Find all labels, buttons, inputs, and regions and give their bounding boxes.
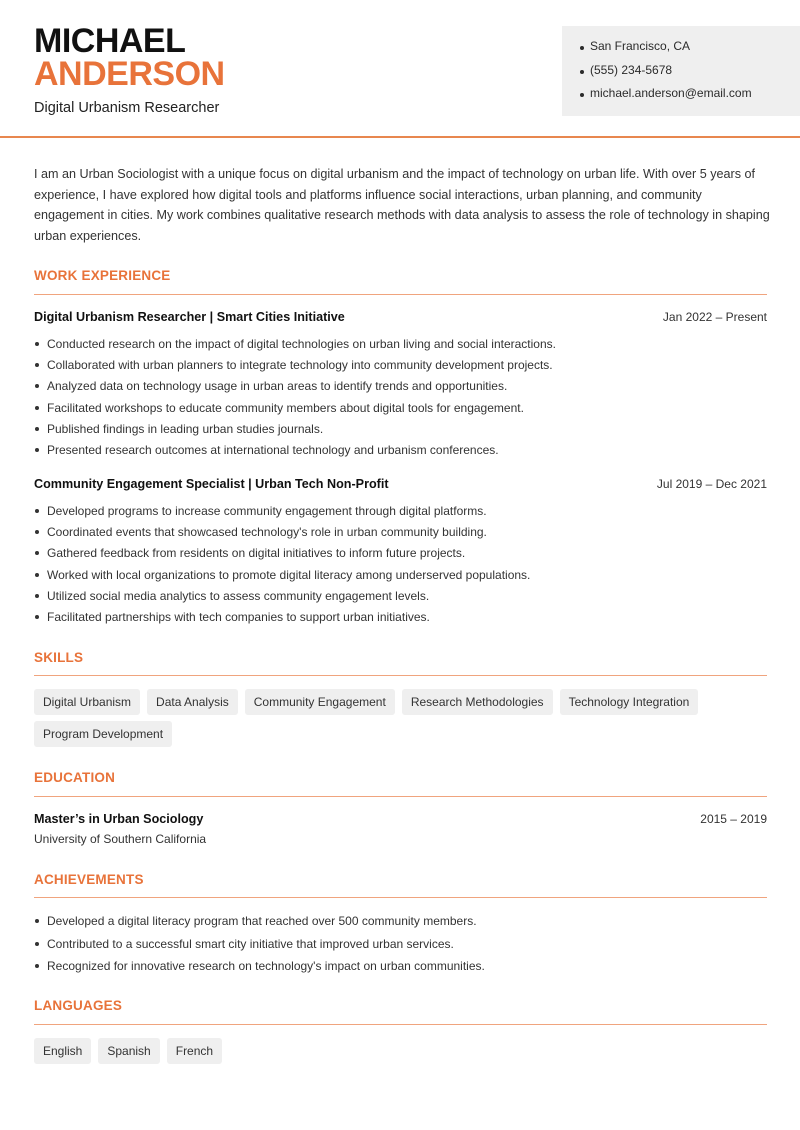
section-title-languages: LANGUAGES — [34, 998, 123, 1013]
list-item: Worked with local organizations to promote digital literacy among underserved populations. — [34, 567, 767, 588]
resume-header — [0, 0, 800, 138]
list-item: Utilized social media analytics to assess community engagement levels. — [34, 588, 767, 609]
job-bullets — [34, 336, 767, 463]
list-item: Gathered feedback from residents on digital initiatives to inform future projects. — [34, 545, 767, 566]
section-divider — [34, 796, 767, 797]
languages-list — [34, 1038, 767, 1070]
education-dates: 2015 – 2019 — [700, 812, 767, 826]
job-heading — [34, 310, 767, 324]
achievements-list — [34, 913, 767, 981]
education-degree: Master’s in Urban Sociology — [34, 812, 204, 826]
section-title-education: EDUCATION — [34, 770, 116, 785]
skill-chip: Research Methodologies — [402, 689, 553, 715]
contact-box — [562, 26, 800, 116]
section-divider — [34, 897, 767, 898]
section-divider — [34, 294, 767, 295]
contact-email: michael.anderson@email.com — [580, 86, 800, 110]
section-title-achievements: ACHIEVEMENTS — [34, 872, 144, 887]
contact-location: San Francisco, CA — [580, 39, 800, 63]
job-dates: Jul 2019 – Dec 2021 — [656, 477, 767, 491]
list-item: Recognized for innovative research on technology's impact on urban communities. — [34, 958, 767, 981]
section-divider — [34, 1024, 767, 1025]
section-divider — [34, 675, 767, 676]
first-name: MICHAEL — [34, 22, 186, 60]
summary-paragraph: I am an Urban Sociologist with a unique focus on digital urbanism and the impact of technology on urban life. With over 5 years of experience, I have explored how digital tools and platforms influence social interactions, urban planning, and community engagement in cities. My work combines qualitative research methods with data analysis to assess the role of technology in shaping urban experiences. — [34, 167, 770, 243]
list-item: Facilitated partnerships with tech companies to support urban initiatives. — [34, 609, 767, 630]
list-item: Conducted research on the impact of digital technologies on urban living and social interactions. — [34, 336, 767, 357]
language-chip: French — [167, 1038, 222, 1064]
job-dates: Jan 2022 – Present — [662, 310, 767, 324]
list-item: Developed programs to increase community engagement through digital platforms. — [34, 503, 767, 524]
list-item: Published findings in leading urban studies journals. — [34, 421, 767, 442]
list-item: Contributed to a successful smart city initiative that improved urban services. — [34, 936, 767, 959]
skill-chip: Technology Integration — [560, 689, 699, 715]
job-title: Digital Urbanism Researcher — [34, 100, 220, 116]
language-chip: Spanish — [98, 1038, 159, 1064]
section-title-skills: SKILLS — [34, 650, 84, 665]
section-title-work: WORK EXPERIENCE — [34, 268, 171, 283]
contact-phone: (555) 234-5678 — [580, 63, 800, 87]
list-item: Presented research outcomes at international technology and urbanism conferences. — [34, 442, 767, 463]
skill-chip: Community Engagement — [245, 689, 395, 715]
education-school: University of Southern California — [34, 832, 207, 846]
list-item: Facilitated workshops to educate community members about digital tools for engagement. — [34, 400, 767, 421]
skill-chip: Data Analysis — [147, 689, 238, 715]
language-chip: English — [34, 1038, 91, 1064]
list-item: Coordinated events that showcased technology's role in urban community building. — [34, 524, 767, 545]
skill-chip: Digital Urbanism — [34, 689, 140, 715]
list-item: Collaborated with urban planners to integrate technology into community development projects. — [34, 357, 767, 378]
job-heading-text: Digital Urbanism Researcher | Smart Cities Initiative — [34, 310, 345, 324]
job-heading-text: Community Engagement Specialist | Urban Tech Non-Profit — [34, 477, 389, 491]
job-bullets — [34, 503, 767, 630]
last-name: ANDERSON — [34, 55, 225, 93]
list-item: Analyzed data on technology usage in urban areas to identify trends and opportunities. — [34, 378, 767, 399]
list-item: Developed a digital literacy program that reached over 500 community members. — [34, 913, 767, 936]
skills-list — [34, 689, 767, 753]
skill-chip: Program Development — [34, 721, 172, 747]
job-heading — [34, 477, 767, 491]
